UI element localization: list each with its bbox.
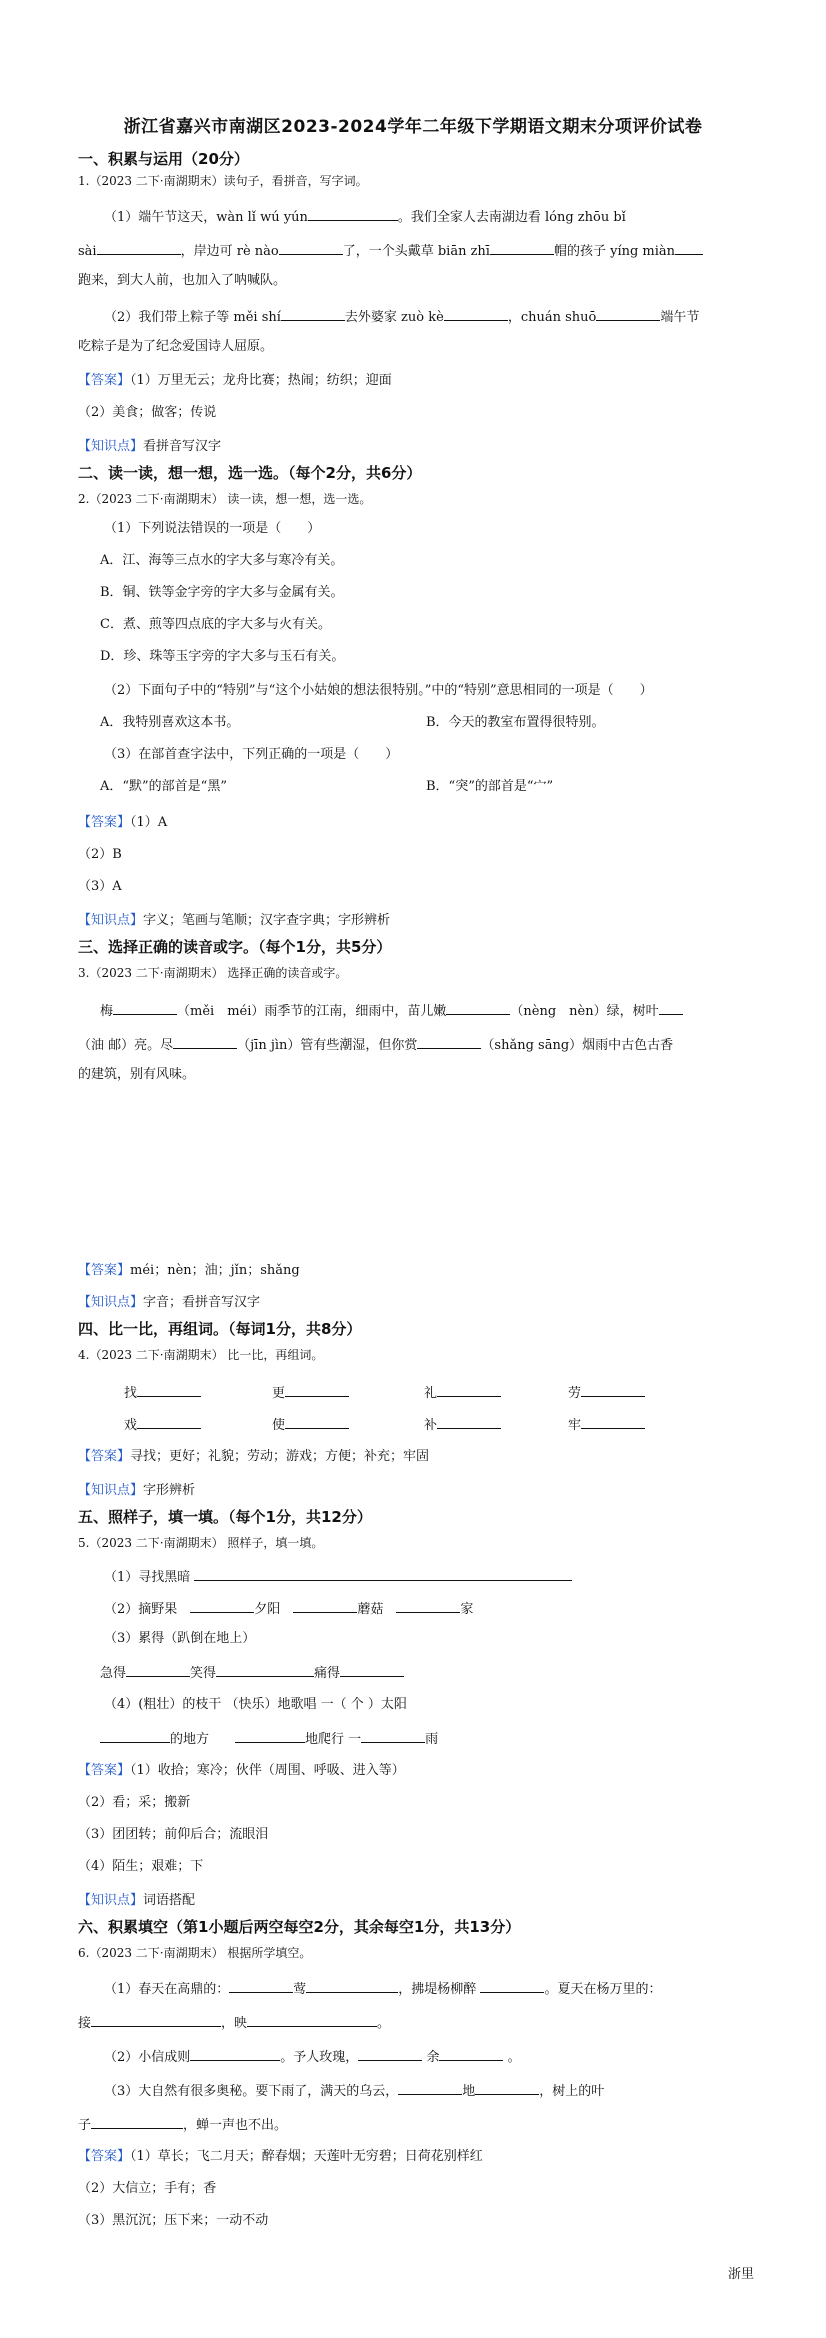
blank[interactable] bbox=[293, 1598, 357, 1613]
answer-5-line-3: （3）团团转；前仰后合；流眼泪 bbox=[78, 1827, 269, 1842]
blank[interactable] bbox=[190, 2046, 280, 2061]
knowledge-point-5: 【知识点】词语搭配 bbox=[78, 1893, 196, 1908]
q4-row-2-item-2: 使 bbox=[272, 1414, 349, 1435]
q2-part-3-option-a: A．“默”的部首是“黑” bbox=[100, 779, 227, 794]
blank[interactable] bbox=[396, 1598, 460, 1613]
page-footer: 浙里 bbox=[727, 2267, 754, 2282]
q5-part-3: （3）累得（趴倒在地上） bbox=[104, 1631, 256, 1646]
q6-line-5: 子 ，蝉一声也不出。 bbox=[78, 2114, 287, 2135]
q4-row-2-item-4: 牢 bbox=[568, 1414, 645, 1435]
q6-line-4: （3）大自然有很多奥秘。要下雨了，满天的乌云， 地 ，树上的叶 bbox=[104, 2080, 604, 2101]
blank[interactable] bbox=[137, 1382, 201, 1397]
q2-part-1: （1）下列说法错误的一项是（ ） bbox=[104, 521, 321, 536]
q2-option-a: A．江、海等三点水的字大多与寒冷有关。 bbox=[100, 553, 344, 568]
answer-5-line-4: （4）陌生；艰难；下 bbox=[78, 1859, 204, 1874]
q6-line-2: 接 ，映 。 bbox=[78, 2012, 390, 2033]
blank[interactable] bbox=[173, 1034, 237, 1049]
blank[interactable] bbox=[91, 2012, 221, 2027]
blank[interactable] bbox=[306, 1978, 398, 1993]
q2-option-d: D．珍、珠等玉字旁的字大多与玉石有关。 bbox=[100, 649, 345, 664]
blank[interactable] bbox=[659, 1000, 683, 1015]
answer-3: 【答案】méi；nèn；油；jǐn；shǎng bbox=[78, 1263, 300, 1278]
blank[interactable] bbox=[113, 1000, 177, 1015]
blank[interactable] bbox=[398, 2080, 462, 2095]
blank[interactable] bbox=[437, 1382, 501, 1397]
blank[interactable] bbox=[194, 1566, 572, 1581]
question-3-source: 3.（2023 二下·南湖期末） 选择正确的读音或字。 bbox=[78, 966, 348, 980]
q4-row-2-item-3: 补 bbox=[424, 1414, 501, 1435]
blank[interactable] bbox=[190, 1598, 254, 1613]
question-2-source: 2.（2023 二下·南湖期末） 读一读，想一想，选一选。 bbox=[78, 492, 372, 506]
blank[interactable] bbox=[308, 206, 398, 221]
blank[interactable] bbox=[480, 1978, 544, 1993]
q4-row-1-item-1: 找 bbox=[124, 1382, 201, 1403]
answer-2-line-3: （3）A bbox=[78, 879, 122, 894]
q4-row-1-item-2: 更 bbox=[272, 1382, 349, 1403]
knowledge-point-1: 【知识点】看拼音写汉字 bbox=[78, 439, 222, 454]
q2-part-3: （3）在部首查字法中，下列正确的一项是（ ） bbox=[104, 747, 399, 762]
section-4-heading: 四、比一比，再组词。（每词1分，共8分） bbox=[78, 1320, 362, 1338]
q5-part-2: （2）摘野果 夕阳 蘑菇 家 bbox=[104, 1598, 473, 1619]
blank[interactable] bbox=[581, 1414, 645, 1429]
blank[interactable] bbox=[444, 306, 508, 321]
q1-line-2: sài ，岸边可 rè nào 了，一个头戴草 biān zhī 帽的孩子 yíng miàn bbox=[78, 240, 703, 261]
q2-part-2-option-b: B．今天的教室布置得很特别。 bbox=[426, 715, 605, 730]
answer-5-line-1: 【答案】（1）收拾；寒冷；伙伴（周围、呼吸、进入等） bbox=[78, 1763, 405, 1778]
blank[interactable] bbox=[490, 240, 554, 255]
question-5-source: 5.（2023 二下·南湖期末） 照样子，填一填。 bbox=[78, 1536, 324, 1550]
blank[interactable] bbox=[475, 2080, 539, 2095]
q1-line-5: 吃粽子是为了纪念爱国诗人屈原。 bbox=[78, 339, 274, 354]
q3-line-3: 的建筑，别有风味。 bbox=[78, 1067, 196, 1082]
section-3-heading: 三、选择正确的读音或字。（每个1分，共5分） bbox=[78, 938, 392, 956]
q4-row-1-item-4: 劳 bbox=[568, 1382, 645, 1403]
q2-option-b: B．铜、铁等金字旁的字大多与金属有关。 bbox=[100, 585, 344, 600]
section-5-heading: 五、照样子，填一填。（每个1分，共12分） bbox=[78, 1508, 372, 1526]
q5-part-1: （1）寻找黑暗 bbox=[104, 1566, 572, 1587]
blank[interactable] bbox=[439, 2046, 503, 2061]
blank[interactable] bbox=[675, 240, 703, 255]
blank[interactable] bbox=[358, 2046, 422, 2061]
question-4-source: 4.（2023 二下·南湖期末） 比一比，再组词。 bbox=[78, 1348, 324, 1362]
question-1-source: 1.（2023 二下·南湖期末）读句子，看拼音，写字词。 bbox=[78, 174, 368, 188]
answer-4: 【答案】寻找；更好；礼貌；劳动；游戏；方便；补充；牢固 bbox=[78, 1449, 430, 1464]
blank[interactable] bbox=[229, 1978, 293, 1993]
blank[interactable] bbox=[596, 306, 660, 321]
q4-row-2-item-1: 戏 bbox=[124, 1414, 201, 1435]
blank[interactable] bbox=[91, 2114, 183, 2129]
blank[interactable] bbox=[247, 2012, 377, 2027]
q5-part-4-fill: 的地方 地爬行 一 雨 bbox=[100, 1728, 438, 1749]
q6-line-3: （2）小信成则 。予人玫瑰， 余 。 bbox=[104, 2046, 521, 2067]
blank[interactable] bbox=[97, 240, 181, 255]
q1-line-3: 跑来，到大人前，也加入了呐喊队。 bbox=[78, 273, 287, 288]
knowledge-point-2: 【知识点】字义；笔画与笔顺；汉字查字典；字形辨析 bbox=[78, 913, 391, 928]
blank[interactable] bbox=[281, 306, 345, 321]
blank[interactable] bbox=[361, 1728, 425, 1743]
blank[interactable] bbox=[285, 1414, 349, 1429]
blank[interactable] bbox=[279, 240, 343, 255]
q3-line-2: （油 邮）亮。尽 （jīn jìn）管有些潮湿，但你赏 （shǎng sāng）烟雨中古色古香 bbox=[78, 1034, 673, 1055]
blank[interactable] bbox=[340, 1662, 404, 1677]
q5-part-3-fill: 急得 笑得 痛得 bbox=[100, 1662, 404, 1683]
q2-part-2: （2）下面句子中的“特别”与“这个小姑娘的想法很特别。”中的“特别”意思相同的一项是（ ） bbox=[104, 683, 653, 698]
q2-part-3-option-b: B．“突”的部首是“宀” bbox=[426, 779, 554, 794]
blank[interactable] bbox=[235, 1728, 305, 1743]
blank[interactable] bbox=[126, 1662, 190, 1677]
blank[interactable] bbox=[216, 1662, 314, 1677]
section-2-heading: 二、读一读，想一想，选一选。（每个2分，共6分） bbox=[78, 464, 422, 482]
answer-2-line-1: 【答案】（1）A bbox=[78, 815, 168, 830]
blank[interactable] bbox=[437, 1414, 501, 1429]
answer-6-line-1: 【答案】（1）草长；飞二月天；醉春烟；天莲叶无穷碧；日荷花别样红 bbox=[78, 2149, 483, 2164]
knowledge-point-3: 【知识点】字音；看拼音写汉字 bbox=[78, 1295, 261, 1310]
blank[interactable] bbox=[100, 1728, 170, 1743]
blank[interactable] bbox=[446, 1000, 510, 1015]
answer-2-line-2: （2）B bbox=[78, 847, 122, 862]
q2-option-c: C．煮、煎等四点底的字大多与火有关。 bbox=[100, 617, 331, 632]
knowledge-point-4: 【知识点】字形辨析 bbox=[78, 1483, 196, 1498]
q5-part-4: （4）(粗壮）的枝干 （快乐）地歌唱 一（ 个 ）太阳 bbox=[104, 1697, 407, 1712]
blank[interactable] bbox=[285, 1382, 349, 1397]
section-6-heading: 六、积累填空（第1小题后两空每空2分，其余每空1分，共13分） bbox=[78, 1918, 521, 1936]
question-6-source: 6.（2023 二下·南湖期末） 根据所学填空。 bbox=[78, 1946, 312, 1960]
q3-line-1: 梅 （měi méi）雨季节的江南，细雨中，苗儿嫩 （nèng nèn）绿，树叶 bbox=[100, 1000, 683, 1021]
q1-line-4: （2）我们带上粽子等 měi shí 去外婆家 zuò kè ，chuán shuō 端午节 bbox=[104, 306, 699, 327]
q2-part-2-option-a: A．我特别喜欢这本书。 bbox=[100, 715, 240, 730]
page-title: 浙江省嘉兴市南湖区2023-2024学年二年级下学期语文期末分项评价试卷 bbox=[123, 117, 703, 137]
q4-row-1-item-3: 礼 bbox=[424, 1382, 501, 1403]
q6-line-1: （1）春天在高鼎的： 莺 ，拂堤杨柳醉 。夏天在杨万里的： bbox=[104, 1978, 661, 1999]
blank[interactable] bbox=[581, 1382, 645, 1397]
blank[interactable] bbox=[137, 1414, 201, 1429]
answer-6-line-3: （3）黑沉沉；压下来；一动不动 bbox=[78, 2213, 269, 2228]
section-1-heading: 一、积累与运用（20分） bbox=[78, 150, 249, 168]
answer-5-line-2: （2）看；采；搬新 bbox=[78, 1795, 191, 1810]
answer-1-line-1: 【答案】（1）万里无云；龙舟比赛；热闹；纺织；迎面 bbox=[78, 373, 392, 388]
answer-1-line-2: （2）美食；做客；传说 bbox=[78, 405, 217, 420]
answer-6-line-2: （2）大信立；手有；香 bbox=[78, 2181, 217, 2196]
q1-line-1: （1）端午节这天，wàn lǐ wú yún 。我们全家人去南湖边看 lóng zhōu bǐ bbox=[104, 206, 626, 227]
blank[interactable] bbox=[417, 1034, 481, 1049]
